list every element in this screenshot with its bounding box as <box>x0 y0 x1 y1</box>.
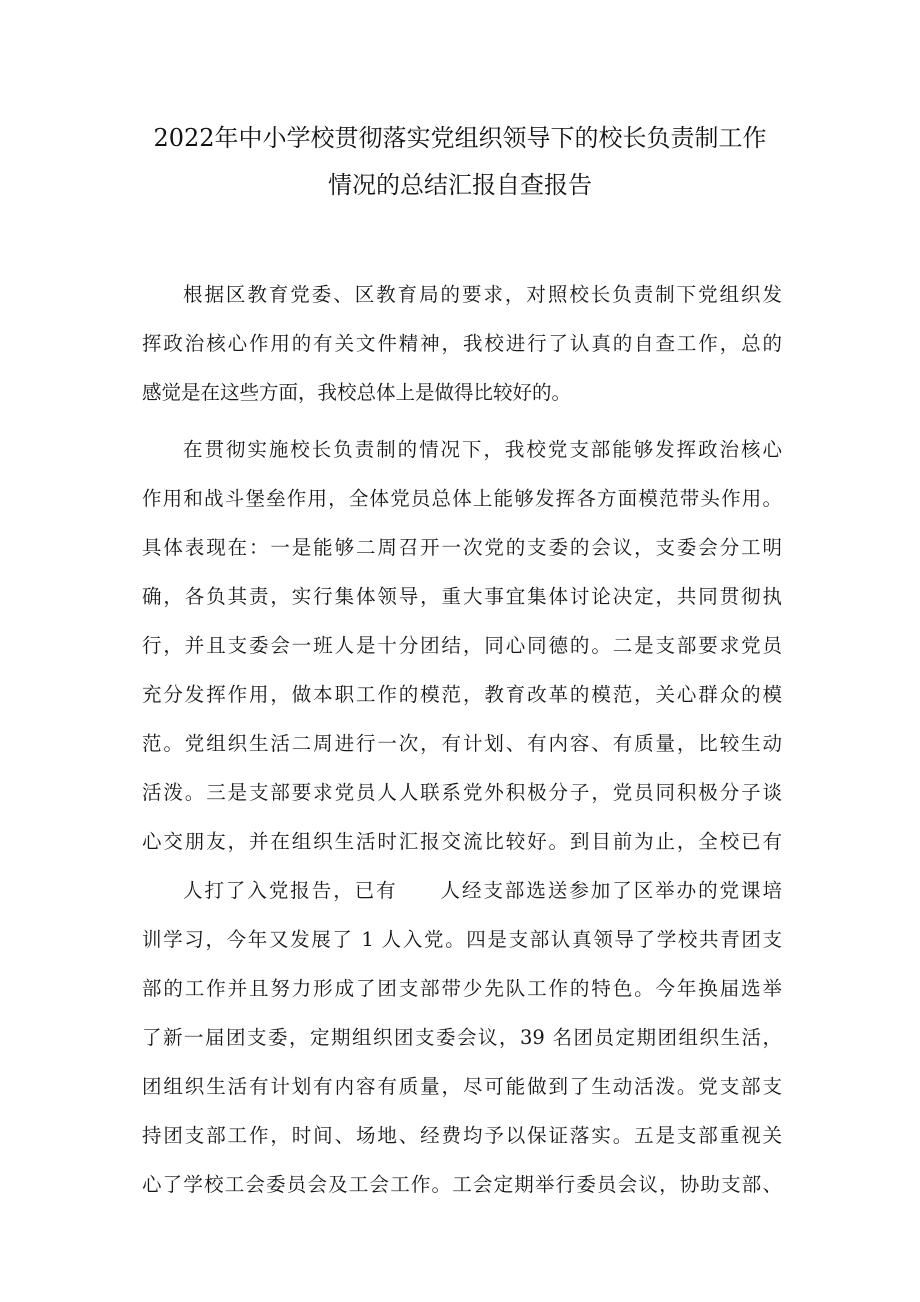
paragraph-2-line-11: 训学习，今年又发展了 1 人入党。四是支部认真领导了学校共青团支 <box>142 928 782 951</box>
document-title-line-1: 2022年中小学校贯彻落实党组织领导下的校长负责制工作 <box>153 124 767 152</box>
paragraph-2-line-6: 充分发挥作用，做本职工作的模范，教育改革的模范，关心群众的模 <box>142 683 782 706</box>
paragraph-2-line-7: 范。党组织生活二周进行一次，有计划、有内容、有质量，比较生动 <box>142 732 782 755</box>
paragraph-2-line-14: 团组织生活有计划有内容有质量，尽可能做到了生动活泼。党支部支 <box>142 1075 782 1098</box>
paragraph-2-line-13: 了新一届团支委，定期组织团支委会议，39 名团员定期团组织生活， <box>142 1026 782 1049</box>
paragraph-2-line-16: 心了学校工会委员会及工会工作。工会定期举行委员会议，协助支部、 <box>142 1173 782 1196</box>
paragraph-1-line-2: 挥政治核心作用的有关文件精神，我校进行了认真的自查工作，总的 <box>142 332 782 355</box>
paragraph-1-line-1: 根据区教育党委、区教育局的要求，对照校长负责制下党组织发 <box>183 283 782 306</box>
paragraph-2-line-15: 持团支部工作，时间、场地、经费均予以保证落实。五是支部重视关 <box>142 1124 782 1147</box>
paragraph-2-line-3: 具体表现在：一是能够二周召开一次党的支委的会议，支委会分工明 <box>142 536 782 559</box>
paragraph-1-line-3: 感觉是在这些方面，我校总体上是做得比较好的。 <box>142 381 572 404</box>
paragraph-2-line-8: 活泼。三是支部要求党员人人联系党外积极分子，党员同积极分子谈 <box>142 781 782 804</box>
document-title-line-2: 情况的总结汇报自查报告 <box>328 171 592 199</box>
paragraph-2-line-12: 部的工作并且努力形成了团支部带少先队工作的特色。今年换届选举 <box>142 977 782 1000</box>
paragraph-2-line-9: 心交朋友，并在组织生活时汇报交流比较好。到目前为止，全校已有 <box>142 830 782 853</box>
paragraph-2-line-2: 作用和战斗堡垒作用，全体党员总体上能够发挥各方面模范带头作用。 <box>142 487 782 510</box>
paragraph-2-line-5: 行，并且支委会一班人是十分团结，同心同德的。二是支部要求党员 <box>142 634 782 657</box>
paragraph-2-line-1: 在贯彻实施校长负责制的情况下，我校党支部能够发挥政治核心 <box>183 438 782 461</box>
paragraph-2-line-10: 人打了入党报告，已有 人经支部选送参加了区举办的党课培 <box>183 879 782 902</box>
paragraph-2-line-4: 确，各负其责，实行集体领导，重大事宜集体讨论决定，共同贯彻执 <box>142 585 782 608</box>
